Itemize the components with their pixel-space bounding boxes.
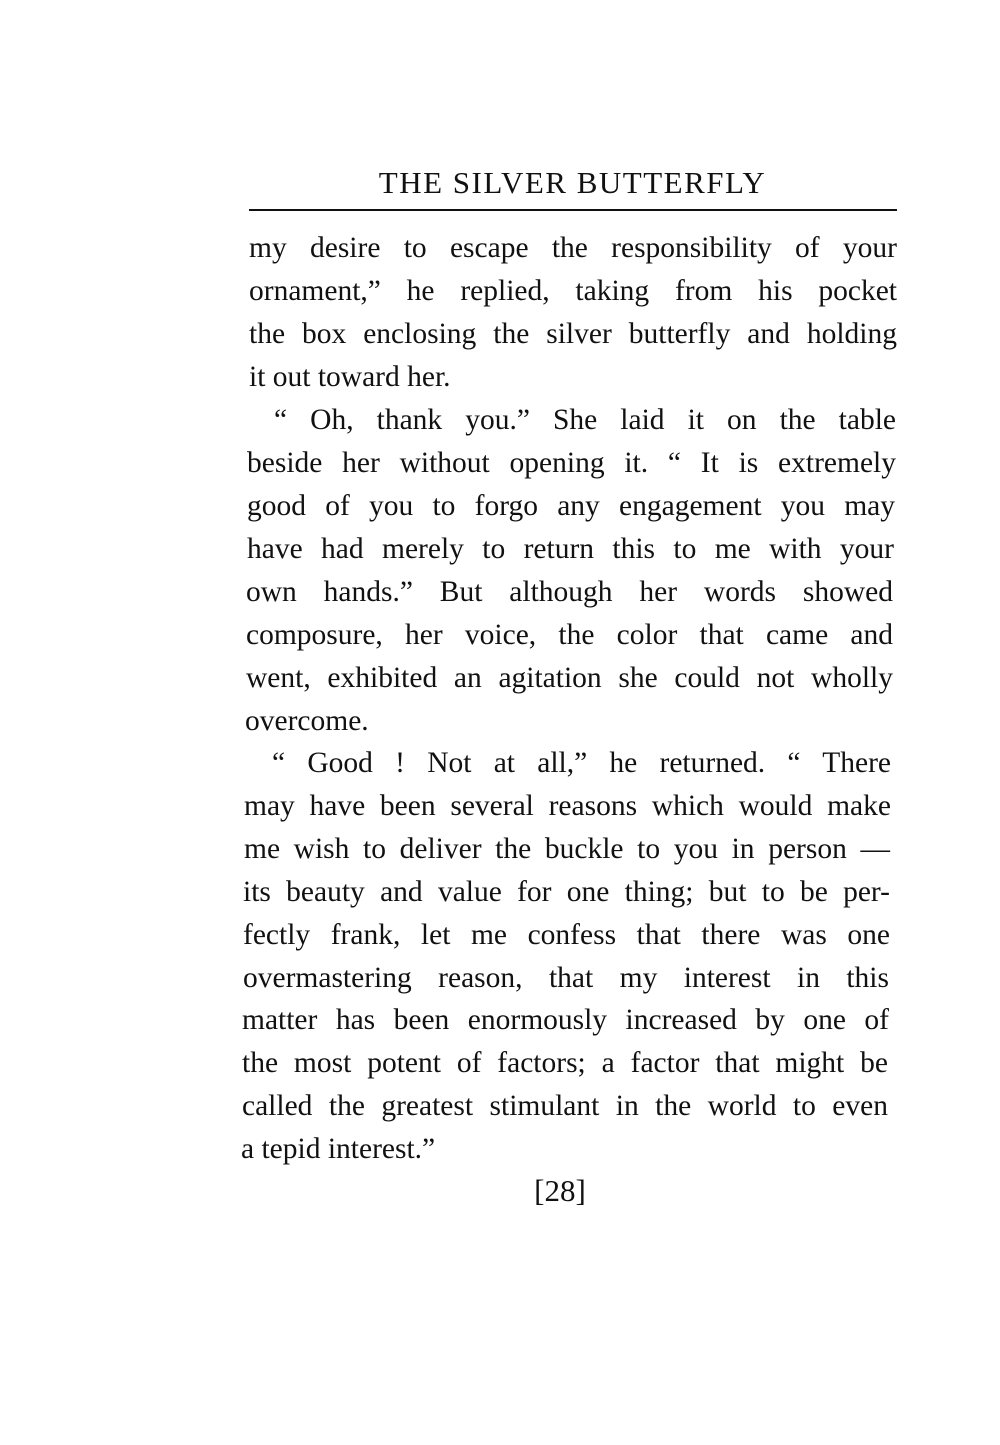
text-line: ornament,” he replied, taking from his pocket [249,275,897,307]
header-rule [249,209,897,211]
text-line: it out toward her. [249,361,451,393]
text-line: composure, her voice, the color that came and [246,619,893,651]
text-line: its beauty and value for one thing; but to be per- [243,876,890,908]
running-head: THE SILVER BUTTERFLY [378,165,767,200]
text-line: overmastering reason, that my interest in this [243,962,889,994]
text-line: may have been several reasons which would make [244,790,891,822]
text-line: fectly frank, let me confess that there was one [243,919,890,951]
text-line: my desire to escape the responsibility of your [249,232,897,264]
text-line: matter has been enormously increased by one of [242,1004,889,1036]
text-line: me wish to deliver the buckle to you in person — [244,833,890,865]
text-line: have had merely to return this to me with your [247,533,894,565]
text-line: called the greatest stimulant in the world to even [242,1090,888,1122]
page-number: [28] [534,1173,586,1208]
text-line: beside her without opening it. “ It is extremely [247,447,896,479]
text-line: the box enclosing the silver butterfly and holding [249,318,897,350]
text-line: “ Oh, thank you.” She laid it on the table [274,404,896,436]
text-line: own hands.” But although her words showed [246,576,893,608]
text-line: overcome. [245,705,369,737]
text-line: the most potent of factors; a factor that might be [242,1047,888,1079]
text-line: “ Good ! Not at all,” he returned. “ There [272,747,891,779]
text-line: good of you to forgo any engagement you may [247,490,895,522]
text-line: went, exhibited an agitation she could not wholly [246,662,893,694]
text-line: a tepid interest.” [241,1133,436,1165]
